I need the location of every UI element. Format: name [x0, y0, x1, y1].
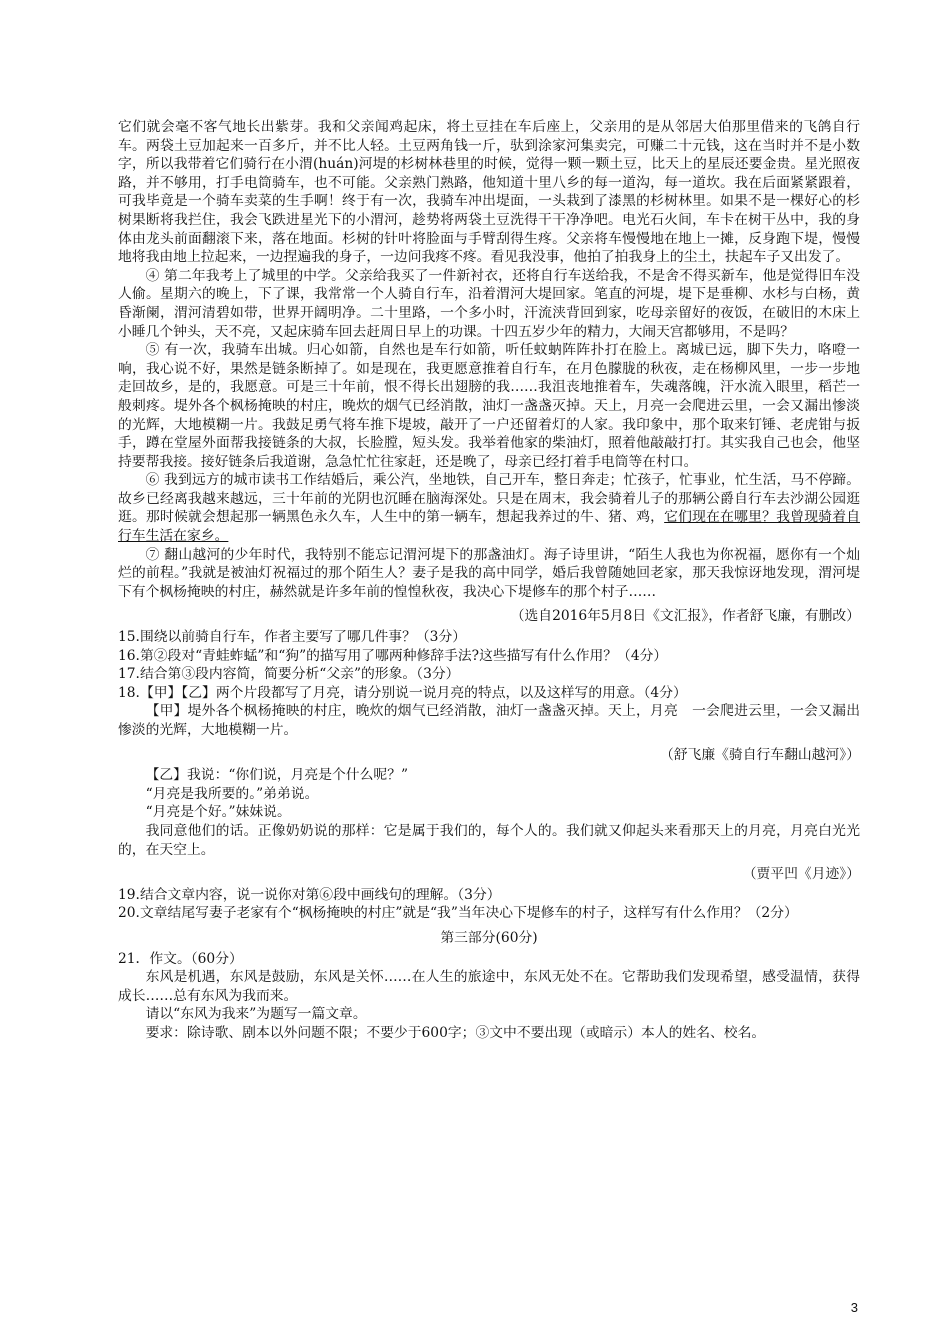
- question-18: 18.【甲】【乙】两个片段都写了月亮，请分别说一说月亮的特点，以及这样写的用意。（4分）: [118, 684, 687, 701]
- part-3-heading: 第三部分(60分): [440, 929, 538, 946]
- essay-requirements: 要求：除诗歌、剧本以外问题不限；不要少于600字；③文中不要出现（或暗示）本人的姓名、校名。: [145, 1024, 766, 1041]
- essay-prompt: 东风是机遇，东风是鼓励，东风是关怀……在人生的旅途中，东风无处不在。它帮助我们发现希望，感受温情，获得成长……总有东风为我而来。: [118, 969, 860, 1004]
- question-21: 21．作文。（60分）: [118, 950, 243, 967]
- excerpt-jia: 【甲】堤外各个枫杨掩映的村庄，晚炊的烟气已经消散，油灯一盏盏灭掉。天上，月亮 一会爬进云里，一会又漏出惨淡的光辉，大地模糊一片。: [118, 703, 860, 738]
- page-number: 3: [850, 1300, 858, 1315]
- paragraph-7: ⑦ 翻山越河的少年时代，我特别不能忘记渭河堤下的那盏油灯。海子诗里讲，“陌生人我也为你祝福，愿你有一个灿烂的前程。”我就是被油灯祝福过的那个陌生人？妻子是我的高中同学，婚后我曾随她回老家，那天我惊讶地发现，渭河堤下有个枫杨掩映的村庄，赫然就是许多年前的惶惶秋夜，我决心下堤修车的那个村子……: [118, 546, 860, 600]
- underlined-sentence: 它们现在在哪里？我曾现骑着自行车生活在家乡。: [118, 509, 861, 545]
- article-source: （选自2016年5月8日《文汇报》，作者舒飞廉，有删改）: [510, 608, 860, 625]
- question-15: 15.围绕以前骑自行车，作者主要写了哪几件事？（3分）: [118, 629, 467, 646]
- excerpt-yi-line-4: 我同意他们的话。正像奶奶说的那样：它是属于我们的，每个人的。我们就又仰起头来看那天上的月亮，月亮白光光的，在天空上。: [118, 822, 860, 858]
- question-20: 20.文章结尾写妻子老家有个“枫杨掩映的村庄”就是“我”当年决心下堤修车的村子，这样写有什么作用？（2分）: [118, 905, 798, 922]
- paragraph-5: ⑤ 有一次，我骑车出城。归心如箭，自然也是车行如箭，听任蚊蚋阵阵扑打在脸上。离城已远，脚下失力，咯噔一响，我心说不好，果然是链条断掉了。如是现在，我更愿意推着自行车，在月色朦胧的秋夜，走在杨柳风里，一步一步地走回故乡，是的，我愿意。可是三十年前，恨不得长出翅膀的我……我沮丧地推着车，失魂落魄，汗水流入眼里，稻芒一般刺疼。堤外各个枫杨掩映的村庄，晚炊的烟气已经消散，油灯一盏盏灭掉。天上，月亮一会爬进云里，一会又漏出惨淡的光辉，大地模糊一片。我鼓足勇气将车推下堤坡，敲开了一户还留着灯的人家。我印象中，那个取来钉锤、老虎钳与扳手，蹲在堂屋外面帮我接链条的大叔，长脸膛，短头发。我举着他家的柴油灯，照着他敲敲打打。其实我自己也会，他坚持要帮我接。接好链条后我道谢，急急忙忙往家赶，还是晚了，母亲已经打着手电筒等在村口。: [118, 342, 860, 470]
- excerpt-yi-source: （贾平凹《月迹》）: [742, 866, 860, 883]
- paragraph-3-continued: 它们就会毫不客气地长出紫芽。我和父亲闻鸡起床，将土豆挂在车后座上，父亲用的是从邻居大伯那里借来的飞鸽自行车。两袋土豆加起来一百多斤，并不比人轻。土豆两角钱一斤，驮到涂家河集卖完，可赚二十元钱，这在当时并不是小数字，所以我带着它们骑行在小渭(huán)河堤的杉树林巷里的时候，觉得一颗一颗土豆，比天上的星辰还要金贵。星光照夜路，并不够用，打手电筒骑车，也不可能。父亲熟门熟路，他知道十里八乡的每一道沟，每一道坎。我在后面紧紧跟着，可我毕竟是一个骑车卖菜的生手啊！终于有一次，我骑车冲出堤面，一头栽到了漆黑的杉树林里。如果不是一棵好心的杉树果断将我拦住，我会飞跌进星光下的小渭河，趁势将两袋土豆洗得干干净净吧。电光石火间，车卡在树干丛中，我的身体由龙头前面翻滚下来，落在地面。杉树的针叶将脸面与手臂刮得生疼。父亲将车慢慢地在地上一摊，反身跑下堤，慢慢地将我由地上拉起来，一边捏遍我的身子，一边问我疼不疼。看见我没事，他拍了拍我身上的尘土，扶起车子又出发了。: [118, 119, 860, 266]
- question-16: 16.第②段对“青蛙蚱蜢”和“狗”的描写用了哪两种修辞手法?这些描写有什么作用？（4分）: [118, 647, 668, 664]
- question-17: 17.结合第③段内容简，简要分析“父亲”的形象。（3分）: [118, 666, 460, 683]
- essay-task: 请以“东风为我来”为题写一篇文章。: [145, 1006, 367, 1023]
- excerpt-yi-line-2: “月亮是我所要的。”弟弟说。: [145, 785, 319, 802]
- paragraph-4: ④ 第二年我考上了城里的中学。父亲给我买了一件新衬衣，还将自行车送给我，不是舍不得买新车，他是觉得旧车没人偷。星期六的晚上，下了课，我常常一个人骑自行车，沿着渭河大堤回家。笔直的河堤，堤下是垂柳、水杉与白杨，黄昏渐阑，渭河清碧如带，世界开阔明净。二十里路，一个多小时，汗流浃背回到家，吃母亲留好的夜饭，在破旧的木床上小睡几个钟头，天不亮，又起床骑车回去赶周日早上的功课。十四五岁少年的精力，大闹天宫都够用，不是吗？: [118, 267, 860, 340]
- paragraph-6-text: ⑥ 我到远方的城市读书工作结婚后，乘公汽，坐地铁，自己开车，整日奔走；忙孩子，忙事业，忙生活，马不停蹄。故乡已经离我越来越远，三十年前的光阴也沉睡在脑海深处。只是在周末，我会骑着儿子的那辆公爵自行车去沙湖公园逛逛。那时候就会想起那一辆黑色永久车，人生中的第一辆车，想起我养过的牛、猪、鸡，: [118, 472, 860, 526]
- excerpt-yi-line-3: “月亮是个好。”妹妹说。: [145, 804, 291, 821]
- question-19: 19.结合文章内容，说一说你对第⑥段中画线句的理解。（3分）: [118, 886, 501, 903]
- paragraph-6: [118, 471, 860, 545]
- document-page: [118, 118, 860, 1043]
- excerpt-yi-line-1: 【乙】我说：“你们说，月亮是个什么呢？”: [145, 767, 409, 784]
- excerpt-jia-source: （舒飞廉《骑自行车翻山越河》）: [659, 746, 860, 763]
